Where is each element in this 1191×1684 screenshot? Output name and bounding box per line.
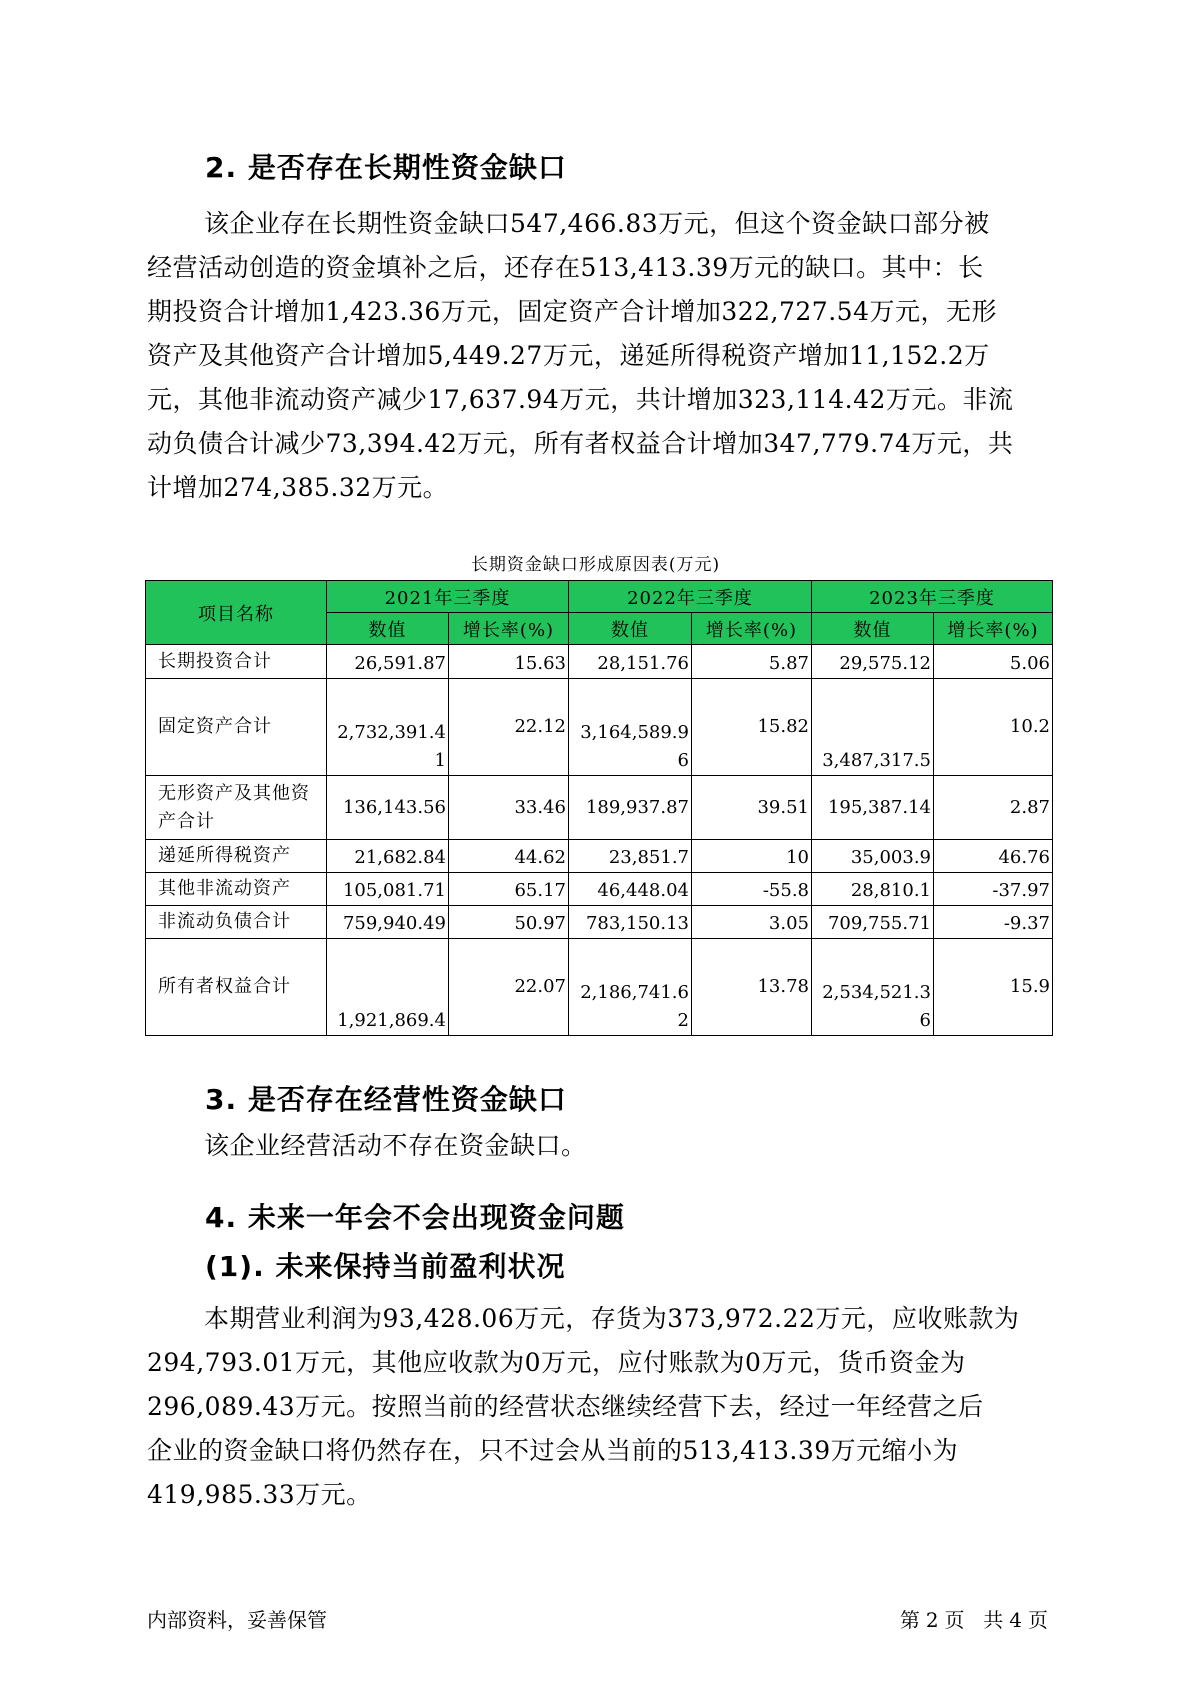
paragraph-line: 296,089.43万元。按照当前的经营状态继续经营下去，经过一年经营之后 <box>147 1392 984 1421</box>
rate-header: 增长率(%) <box>449 613 569 645</box>
row-name: 递延所得税资产 <box>146 840 327 873</box>
page-total: 4 <box>1009 1608 1022 1632</box>
cell-value: 195,387.14 <box>812 776 934 840</box>
cell-rate: 65.17 <box>449 873 569 906</box>
cell-rate: -9.37 <box>934 906 1053 939</box>
cell-rate: 50.97 <box>449 906 569 939</box>
cell-rate: 15.82 <box>692 679 812 776</box>
cell-rate: 10 <box>692 840 812 873</box>
paragraph-line: 企业的资金缺口将仍然存在，只不过会从当前的513,413.39万元缩小为 <box>147 1436 959 1465</box>
cell-value: 709,755.71 <box>812 906 934 939</box>
row-name: 所有者权益合计 <box>146 939 327 1036</box>
value-header: 数值 <box>812 613 934 645</box>
cell-value: 3,487,317.5 <box>812 679 934 776</box>
cell-rate: 5.87 <box>692 645 812 679</box>
section-4-heading: 4. 未来一年会不会出现资金问题 <box>205 1201 625 1234</box>
cell-rate: 5.06 <box>934 645 1053 679</box>
footer-confidential-note: 内部资料，妥善保管 <box>147 1608 327 1632</box>
cell-value: 3,164,589.96 <box>569 679 692 776</box>
value-header: 数值 <box>327 613 449 645</box>
row-name: 固定资产合计 <box>146 679 327 776</box>
paragraph-line: 动负债合计减少73,394.42万元，所有者权益合计增加347,779.74万元，共 <box>147 429 1014 458</box>
table-row <box>146 840 1053 873</box>
table-header-row <box>146 581 1053 613</box>
cell-value: 46,448.04 <box>569 873 692 906</box>
cell-rate: 3.05 <box>692 906 812 939</box>
cell-rate: -55.8 <box>692 873 812 906</box>
cell-value: 759,940.49 <box>327 906 449 939</box>
paragraph-line: 419,985.33万元。 <box>147 1480 372 1509</box>
page-mid: 页 <box>944 1608 965 1632</box>
section-3-heading: 3. 是否存在经营性资金缺口 <box>205 1083 567 1116</box>
paragraph-line: 元，其他非流动资产减少17,637.94万元，共计增加323,114.42万元。非流 <box>147 385 1014 414</box>
table-row <box>146 873 1053 906</box>
paragraph-line: 期投资合计增加1,423.36万元，固定资产合计增加322,727.54万元，无形 <box>147 297 997 326</box>
page-prefix: 第 <box>899 1608 920 1632</box>
period-header: 2022年三季度 <box>569 581 812 613</box>
cell-value: 783,150.13 <box>569 906 692 939</box>
row-name: 其他非流动资产 <box>146 873 327 906</box>
cell-value: 189,937.87 <box>569 776 692 840</box>
cell-rate: 44.62 <box>449 840 569 873</box>
row-name: 无形资产及其他资产合计 <box>146 776 327 840</box>
cell-rate: 22.07 <box>449 939 569 1036</box>
table-row <box>146 679 1053 776</box>
row-name: 长期投资合计 <box>146 645 327 679</box>
page-current: 2 <box>925 1608 939 1632</box>
cell-value: 28,151.76 <box>569 645 692 679</box>
cell-value: 2,186,741.62 <box>569 939 692 1036</box>
cell-rate: 39.51 <box>692 776 812 840</box>
cell-value: 2,732,391.41 <box>327 679 449 776</box>
cell-rate: 15.63 <box>449 645 569 679</box>
long-term-gap-table <box>145 580 1053 1036</box>
footer-page-number <box>897 1604 1051 1633</box>
period-header: 2021年三季度 <box>327 581 569 613</box>
period-header: 2023年三季度 <box>812 581 1053 613</box>
cell-rate: -37.97 <box>934 873 1053 906</box>
item-name-header: 项目名称 <box>146 581 327 645</box>
cell-value: 35,003.9 <box>812 840 934 873</box>
table-row <box>146 939 1053 1036</box>
cell-rate: 15.9 <box>934 939 1053 1036</box>
section-3-paragraph <box>147 1124 1047 1168</box>
cell-rate: 33.46 <box>449 776 569 840</box>
page-suffix: 页 <box>1028 1608 1048 1632</box>
cell-rate: 2.87 <box>934 776 1053 840</box>
cell-rate: 10.2 <box>934 679 1053 776</box>
rate-header: 增长率(%) <box>692 613 812 645</box>
cell-rate: 13.78 <box>692 939 812 1036</box>
page-total-prefix: 共 <box>983 1608 1004 1632</box>
cell-value: 105,081.71 <box>327 873 449 906</box>
paragraph-line: 该企业存在长期性资金缺口547,466.83万元，但这个资金缺口部分被 <box>204 209 990 238</box>
table-caption: 长期资金缺口形成原因表(万元) <box>470 555 721 575</box>
cell-value: 21,682.84 <box>327 840 449 873</box>
section-2-heading: 2. 是否存在长期性资金缺口 <box>205 151 567 184</box>
section-2-paragraph <box>147 202 1047 510</box>
paragraph-line: 经营活动创造的资金填补之后，还存在513,413.39万元的缺口。其中：长 <box>147 253 984 282</box>
cell-rate: 46.76 <box>934 840 1053 873</box>
rate-header: 增长率(%) <box>934 613 1053 645</box>
cell-value: 23,851.7 <box>569 840 692 873</box>
section-4-paragraph <box>147 1297 1047 1517</box>
paragraph-line: 计增加274,385.32万元。 <box>147 473 449 502</box>
table-row <box>146 776 1053 840</box>
paragraph-line: 资产及其他资产合计增加5,449.27万元，递延所得税资产增加11,152.2万 <box>147 341 990 370</box>
paragraph-line: 该企业经营活动不存在资金缺口。 <box>204 1131 587 1160</box>
cell-value: 26,591.87 <box>327 645 449 679</box>
cell-value: 136,143.56 <box>327 776 449 840</box>
paragraph-line: 本期营业利润为93,428.06万元，存货为373,972.22万元，应收账款为 <box>204 1304 1020 1333</box>
cell-value: 1,921,869.4 <box>327 939 449 1036</box>
cell-value: 2,534,521.36 <box>812 939 934 1036</box>
table-row <box>146 645 1053 679</box>
value-header: 数值 <box>569 613 692 645</box>
cell-value: 29,575.12 <box>812 645 934 679</box>
row-name: 非流动负债合计 <box>146 906 327 939</box>
section-4-subheading: (1). 未来保持当前盈利状况 <box>205 1250 566 1283</box>
cell-rate: 22.12 <box>449 679 569 776</box>
paragraph-line: 294,793.01万元，其他应收款为0万元，应付账款为0万元，货币资金为 <box>147 1348 966 1377</box>
table-row <box>146 906 1053 939</box>
cell-value: 28,810.1 <box>812 873 934 906</box>
